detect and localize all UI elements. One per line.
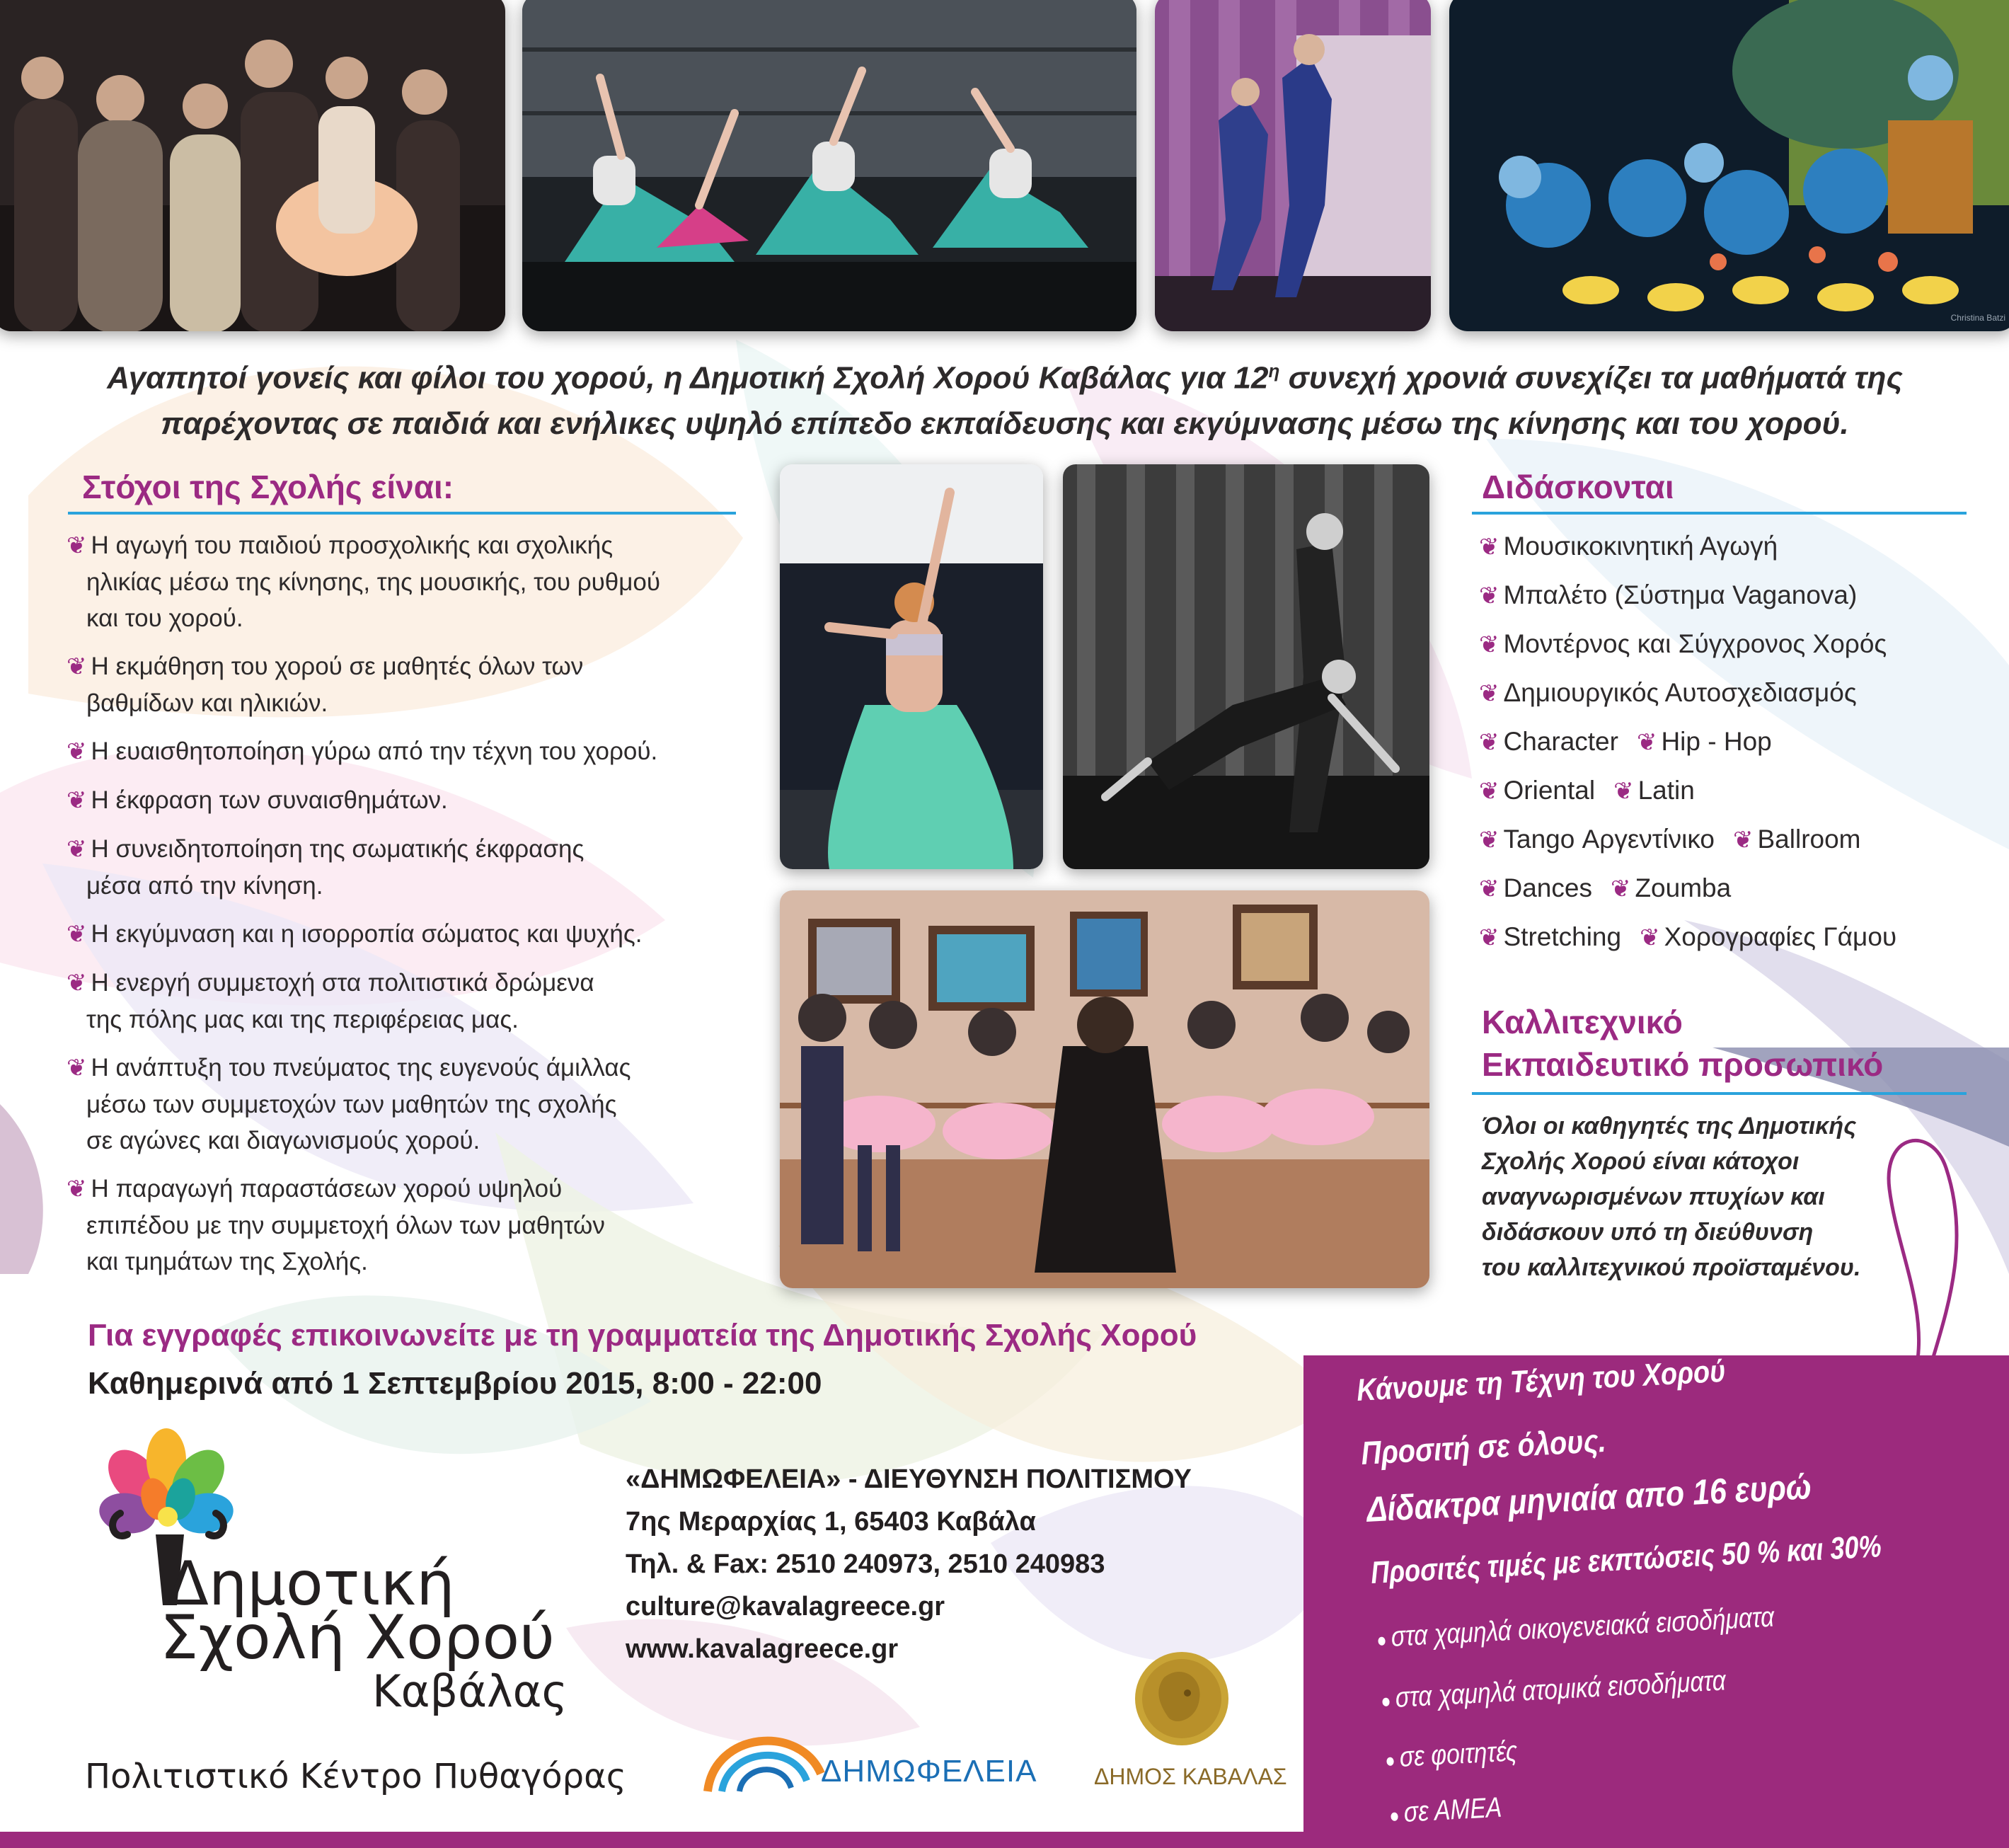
leaf-bullet-icon: ❦ xyxy=(1479,534,1499,561)
contact-hours: Καθημερινά από 1 Σεπτεμβρίου 2015, 8:00 - 22:00 xyxy=(88,1366,822,1401)
goal-item-line xyxy=(67,564,746,600)
intro-line1-sup: η xyxy=(1268,360,1280,381)
goal-item-line xyxy=(67,1086,746,1123)
taught-item: Χορογραφίες Γάμου xyxy=(1664,922,1897,951)
goal-item-line xyxy=(67,1050,746,1086)
photo-floor-dance xyxy=(522,0,1136,331)
leaf-bullet-icon: ❦ xyxy=(1636,729,1657,756)
goal-text: Η έκφραση των συναισθημάτων. xyxy=(91,786,448,814)
photo-contemporary-duo xyxy=(1063,464,1429,869)
leaf-bullet-icon: ❦ xyxy=(1640,924,1660,951)
goal-item-line xyxy=(67,733,746,770)
goal-item xyxy=(67,1050,746,1159)
goal-text: Η ευαισθητοποίηση γύρω από την τέχνη του χορού. xyxy=(91,738,658,765)
bullet-dot-icon: ● xyxy=(1376,1628,1392,1651)
promo-line3: Δίδακτρα μηνιαία απο 16 ευρώ xyxy=(1366,1467,1812,1530)
goal-text: Η αγωγή του παιδιού προσχολικής και σχολικής xyxy=(91,532,614,559)
goal-text: Η ανάπτυξη του πνεύματος της ευγενούς άμιλλας xyxy=(91,1054,631,1081)
dimos-kavalas-coin-icon xyxy=(1132,1649,1231,1748)
staff-line: αναγνωρισμένων πτυχίων και xyxy=(1482,1183,1825,1210)
photo-ballet-performance xyxy=(1449,0,2009,331)
leaf-bullet-icon: ❦ xyxy=(1479,680,1499,707)
goal-item-line xyxy=(67,916,746,953)
goal-item xyxy=(67,1171,746,1280)
taught-row xyxy=(1479,919,1896,968)
taught-rule xyxy=(1472,512,1967,515)
goal-text: βαθμίδων και ηλικιών. xyxy=(86,689,328,717)
taught-item: Stretching xyxy=(1503,922,1622,951)
taught-item: Hip - Hop xyxy=(1661,727,1772,756)
contact-email[interactable]: culture@kavalagreece.gr xyxy=(626,1592,945,1622)
goals-rule xyxy=(68,512,736,515)
logo-line1: Δημοτική xyxy=(167,1549,455,1619)
leaf-bullet-icon: ❦ xyxy=(1610,876,1631,902)
leaf-bullet-icon: ❦ xyxy=(1479,876,1499,902)
goal-item xyxy=(67,782,746,819)
taught-item: Δημιουργικός Αυτοσχεδιασμός xyxy=(1503,678,1857,707)
goal-text: και τμημάτων της Σχολής. xyxy=(86,1248,368,1275)
goal-text: Η συνειδητοποίηση της σωματικής έκφρασης xyxy=(91,835,585,863)
taught-item: Μπαλέτο (Σύστημα Vaganova) xyxy=(1503,580,1858,609)
leaf-bullet-icon: ❦ xyxy=(1733,827,1754,854)
staff-heading-line1: Καλλιτεχνικό xyxy=(1482,1004,1683,1040)
taught-row xyxy=(1479,871,1896,919)
bullet-dot-icon: ● xyxy=(1380,1689,1396,1712)
school-logo-name xyxy=(160,1549,568,1718)
dimofeleia-logo-icon xyxy=(701,1717,828,1795)
bullet-dot-icon: ● xyxy=(1384,1748,1400,1772)
staff-heading xyxy=(1482,1002,1883,1084)
leaf-bullet-icon: ❦ xyxy=(1479,924,1499,951)
taught-row xyxy=(1479,822,1896,871)
staff-text xyxy=(1482,1108,1860,1285)
goal-item-line xyxy=(67,782,746,819)
goal-text: και του χορού. xyxy=(86,604,243,632)
contact-website[interactable]: www.kavalagreece.gr xyxy=(626,1634,899,1664)
goal-item-line xyxy=(67,868,746,904)
leaf-bullet-icon: ❦ xyxy=(67,1055,87,1081)
taught-item: Latin xyxy=(1637,776,1695,805)
contact-org: «ΔΗΜΩΦΕΛΕΙΑ» - ΔΙΕΥΘΥΝΣΗ ΠΟΛΙΤΙΣΜΟΥ xyxy=(626,1464,1192,1494)
taught-item: Tango Αργεντίνικο xyxy=(1503,825,1715,854)
goal-item-line xyxy=(67,1002,746,1038)
promo-line4: Προσιτές τιμές με εκπτώσεις 50 % και 30% xyxy=(1370,1529,1882,1590)
staff-line: του καλλιτεχνικού προϊσταμένου. xyxy=(1482,1254,1861,1281)
leaf-bullet-icon: ❦ xyxy=(1479,827,1499,854)
contact-address: 7ης Μεραρχίας 1, 65403 Καβάλα xyxy=(626,1507,1036,1537)
staff-line: Όλοι οι καθηγητές της Δημοτικής xyxy=(1482,1113,1857,1140)
leaf-bullet-icon: ❦ xyxy=(1613,778,1634,805)
goal-text: της πόλης μας και της περιφέρειας μας. xyxy=(86,1006,519,1033)
venue-name: Πολιτιστικό Κέντρο Πυθαγόρας xyxy=(85,1757,626,1796)
leaf-bullet-icon: ❦ xyxy=(67,653,87,680)
staff-rule xyxy=(1472,1092,1967,1095)
goal-text: μέσω των συμμετοχών των μαθητών της σχολής xyxy=(86,1091,617,1118)
goal-item xyxy=(67,965,746,1038)
promo-bullet-text: σε ΑΜΕΑ xyxy=(1403,1791,1503,1828)
intro-line2: παρέχοντας σε παιδιά και ενήλικες υψηλό επίπεδο εκπαίδευσης και εκγύμνασης μέσω της κίνησης και του χορού. xyxy=(161,406,1849,441)
bullet-dot-icon: ● xyxy=(1388,1803,1405,1827)
goal-text: Η εκμάθηση του χορού σε μαθητές όλων των xyxy=(91,653,584,680)
promo-bullet-text: σε φοιτητές xyxy=(1398,1735,1519,1773)
intro-line1-b: συνεχή χρονιά συνεχίζει τα μαθήματά της xyxy=(1279,360,1903,396)
footer-bar xyxy=(0,1832,2009,1848)
leaf-bullet-icon: ❦ xyxy=(1479,631,1499,658)
goal-item-line xyxy=(67,527,746,564)
taught-row xyxy=(1479,675,1896,724)
goal-item xyxy=(67,527,746,636)
leaf-bullet-icon: ❦ xyxy=(67,970,87,997)
goal-text: μέσα από την κίνηση. xyxy=(86,872,323,900)
taught-row xyxy=(1479,529,1896,578)
leaf-bullet-icon: ❦ xyxy=(67,1176,87,1203)
photo-children-ballet-class xyxy=(780,890,1429,1288)
taught-item: Character xyxy=(1503,727,1618,756)
photo-credit: Christina Batzi xyxy=(1950,313,2005,323)
intro-text xyxy=(64,348,1946,447)
promo-box xyxy=(1303,1355,2009,1848)
goal-item xyxy=(67,916,746,953)
photo-stage-duo xyxy=(1155,0,1431,331)
taught-row xyxy=(1479,578,1896,626)
ribbon-swirl-icon xyxy=(1868,1125,1974,1387)
goal-item-line xyxy=(67,965,746,1002)
leaf-bullet-icon: ❦ xyxy=(67,787,87,814)
goal-item-line xyxy=(67,1171,746,1207)
dimos-kavalas-label: ΔΗΜΟΣ ΚΑΒΑΛΑΣ xyxy=(1094,1764,1287,1789)
goal-text: ηλικίας μέσω της κίνησης, της μουσικής, του ρυθμού xyxy=(86,568,661,596)
logo-line2: Σχολή Χορού xyxy=(160,1602,555,1673)
photo-award-ceremony xyxy=(0,0,505,331)
contact-phone: Τηλ. & Fax: 2510 240973, 2510 240983 xyxy=(626,1549,1105,1579)
taught-row xyxy=(1479,626,1896,675)
promo-bullet xyxy=(1388,1792,1502,1830)
promo-line1: Κάνουμε τη Τέχνη του Χορού xyxy=(1356,1353,1727,1408)
goal-text: σε αγώνες και διαγωνισμούς χορού. xyxy=(86,1127,480,1154)
goal-text: επιπέδου με την συμμετοχή όλων των μαθητών xyxy=(86,1212,605,1239)
staff-line: Σχολής Χορού είναι κάτοχοι xyxy=(1482,1148,1800,1175)
goals-heading: Στόχοι της Σχολής είναι: xyxy=(82,469,454,505)
contact-heading: Για εγγραφές επικοινωνείτε με τη γραμματεία της Δημοτικής Σχολής Χορού xyxy=(88,1318,1197,1353)
goal-item xyxy=(67,648,746,721)
taught-heading: Διδάσκονται xyxy=(1482,469,1674,505)
taught-row xyxy=(1479,724,1896,773)
taught-item: Dances xyxy=(1503,873,1592,902)
goal-item xyxy=(67,831,746,904)
taught-item: Μουσικοκινητική Αγωγή xyxy=(1503,532,1778,561)
leaf-bullet-icon: ❦ xyxy=(1479,778,1499,805)
goal-item xyxy=(67,733,746,770)
taught-row xyxy=(1479,773,1896,822)
leaf-bullet-icon: ❦ xyxy=(67,738,87,765)
contact-address-block xyxy=(626,1458,1192,1670)
taught-item: Μοντέρνος και Σύγχρονος Χορός xyxy=(1503,629,1887,658)
taught-item: Oriental xyxy=(1503,776,1596,805)
goal-item-line xyxy=(67,1244,746,1280)
staff-line: διδάσκουν υπό τη διεύθυνση xyxy=(1482,1219,1814,1246)
dimofeleia-label: ΔΗΜΩΦΕΛΕΙΑ xyxy=(821,1754,1037,1789)
goal-text: Η εκγύμναση και η ισορροπία σώματος και ψυχής. xyxy=(91,920,643,948)
taught-item: Ballroom xyxy=(1757,825,1861,854)
leaf-bullet-icon: ❦ xyxy=(67,836,87,863)
goal-item-line xyxy=(67,1123,746,1159)
photo-belly-dancer xyxy=(780,464,1043,869)
leaf-bullet-icon: ❦ xyxy=(1479,729,1499,756)
goal-item-line xyxy=(67,648,746,685)
leaf-bullet-icon: ❦ xyxy=(67,532,87,559)
goal-item-line xyxy=(67,831,746,868)
promo-line2: Προσιτή σε όλους. xyxy=(1360,1421,1607,1471)
staff-heading-line2: Εκπαιδευτικό προσωπικό xyxy=(1482,1046,1884,1083)
intro-line1-a: Αγαπητοί γονείς και φίλοι του χορού, η Δημοτική Σχολή Χορού Καβάλας για 12 xyxy=(107,360,1269,396)
logo-line3: Καβάλας xyxy=(372,1665,568,1717)
taught-list xyxy=(1479,529,1896,968)
goals-list xyxy=(67,527,746,1280)
promo-bullet-text: στα χαμηλά ατομικά εισοδήματα xyxy=(1394,1665,1727,1714)
taught-item: Zoumba xyxy=(1635,873,1732,902)
goal-text: Η ενεργή συμμετοχή στα πολιτιστικά δρώμενα xyxy=(91,969,594,997)
leaf-bullet-icon: ❦ xyxy=(67,921,87,948)
promo-bullet-text: στα χαμηλά οικογενειακά εισοδήματα xyxy=(1390,1601,1775,1653)
goal-text: Η παραγωγή παραστάσεων χορού υψηλού xyxy=(91,1175,563,1203)
goal-item-line xyxy=(67,685,746,721)
goal-item-line xyxy=(67,1207,746,1244)
goal-item-line xyxy=(67,600,746,636)
leaf-bullet-icon: ❦ xyxy=(1479,582,1499,609)
